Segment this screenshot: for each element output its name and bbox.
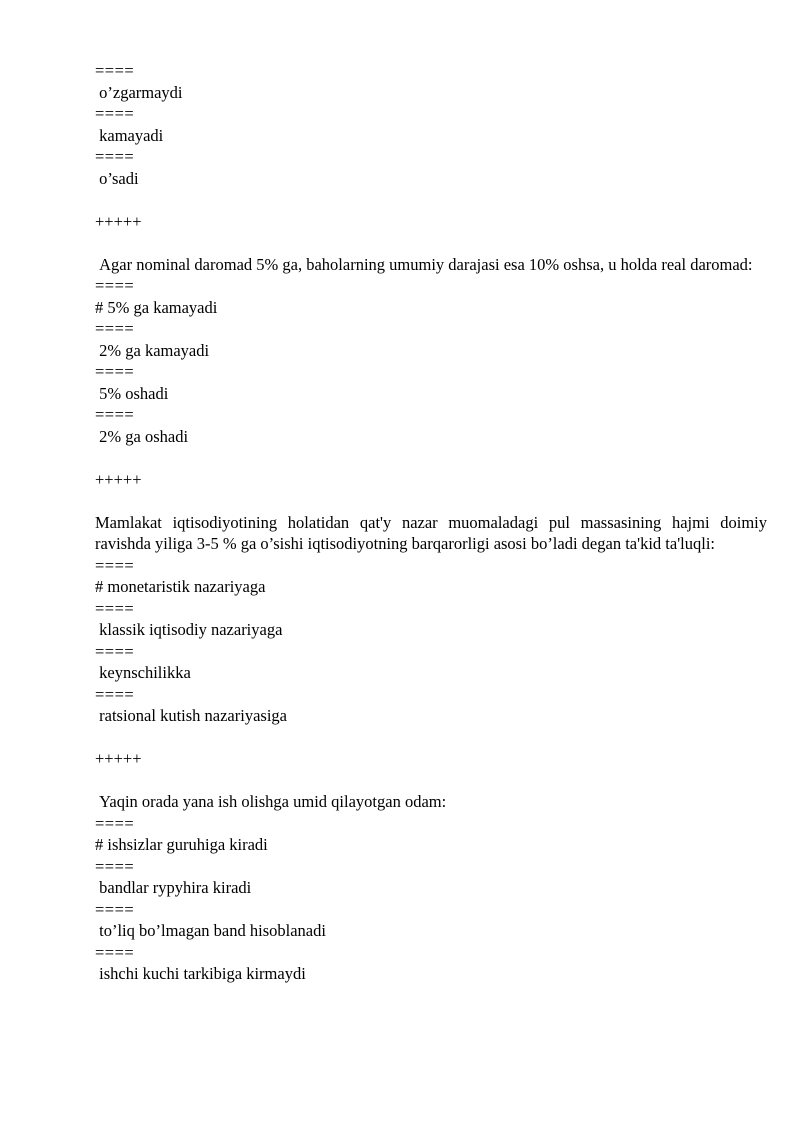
option-separator: ==== bbox=[95, 598, 135, 618]
question-text: Agar nominal daromad 5% ga, baholarning umumiy darajasi esa 10% oshsa, u holda real daromad: bbox=[95, 254, 753, 274]
answer-option: 2% ga oshadi bbox=[95, 426, 189, 446]
answer-option: ratsional kutish nazariyasiga bbox=[95, 706, 287, 725]
option-separator: ==== bbox=[95, 104, 135, 123]
option-separator: ==== bbox=[95, 899, 135, 919]
answer-option: o’zgarmaydi bbox=[95, 82, 183, 102]
option-separator: ==== bbox=[95, 276, 135, 295]
option-separator: ==== bbox=[95, 813, 135, 833]
question-text: Yaqin orada yana ish olishga umid qilayotgan odam: bbox=[95, 792, 447, 811]
spacer bbox=[95, 232, 767, 254]
question-block-1 bbox=[95, 211, 767, 448]
answer-option: keynschilikka bbox=[95, 663, 191, 682]
option-separator: ==== bbox=[95, 684, 135, 704]
answer-option-correct: # 5% ga kamayadi bbox=[95, 297, 218, 317]
question-divider: +++++ bbox=[95, 211, 142, 231]
answer-option: klassik iqtisodiy nazariyaga bbox=[95, 620, 283, 639]
option-separator: ==== bbox=[95, 856, 135, 876]
answer-option: 5% oshadi bbox=[95, 383, 169, 403]
answer-option: 2% ga kamayadi bbox=[95, 340, 210, 360]
spacer bbox=[95, 490, 767, 512]
answer-option: bandlar rypyhira kiradi bbox=[95, 878, 252, 897]
question-block-3 bbox=[95, 748, 767, 985]
answer-option: to’liq bo’lmagan band hisoblanadi bbox=[95, 921, 326, 940]
question-divider: +++++ bbox=[95, 749, 142, 768]
option-separator: ==== bbox=[95, 405, 135, 424]
option-separator: ==== bbox=[95, 319, 135, 338]
option-separator: ==== bbox=[95, 362, 135, 381]
spacer bbox=[95, 447, 767, 469]
option-separator: ==== bbox=[95, 641, 135, 661]
spacer bbox=[95, 189, 767, 211]
spacer bbox=[95, 727, 767, 749]
spacer bbox=[95, 770, 767, 792]
answer-option: ishchi kuchi tarkibiga kirmaydi bbox=[95, 964, 306, 983]
option-separator: ==== bbox=[95, 147, 135, 166]
option-separator: ==== bbox=[95, 61, 135, 80]
document-page bbox=[95, 60, 772, 985]
answer-option: o’sadi bbox=[95, 168, 139, 188]
answer-option-correct: # monetaristik nazariyaga bbox=[95, 577, 266, 596]
option-separator: ==== bbox=[95, 942, 135, 962]
answer-option: kamayadi bbox=[95, 125, 164, 145]
question-block-2 bbox=[95, 469, 772, 727]
option-separator: ==== bbox=[95, 555, 135, 575]
question-block-0 bbox=[95, 60, 767, 189]
question-text: Mamlakat iqtisodiyotining holatidan qat'y nazar muomaladagi pul massasining hajmi doimiy ravishda yiliga 3-5 % ga o’sishi iqtisodiyotning barqarorligi asosi bo’ladi degan ta'kid ta'luqli: bbox=[95, 512, 772, 553]
question-divider: +++++ bbox=[95, 469, 142, 489]
answer-option-correct: # ishsizlar guruhiga kiradi bbox=[95, 835, 268, 854]
